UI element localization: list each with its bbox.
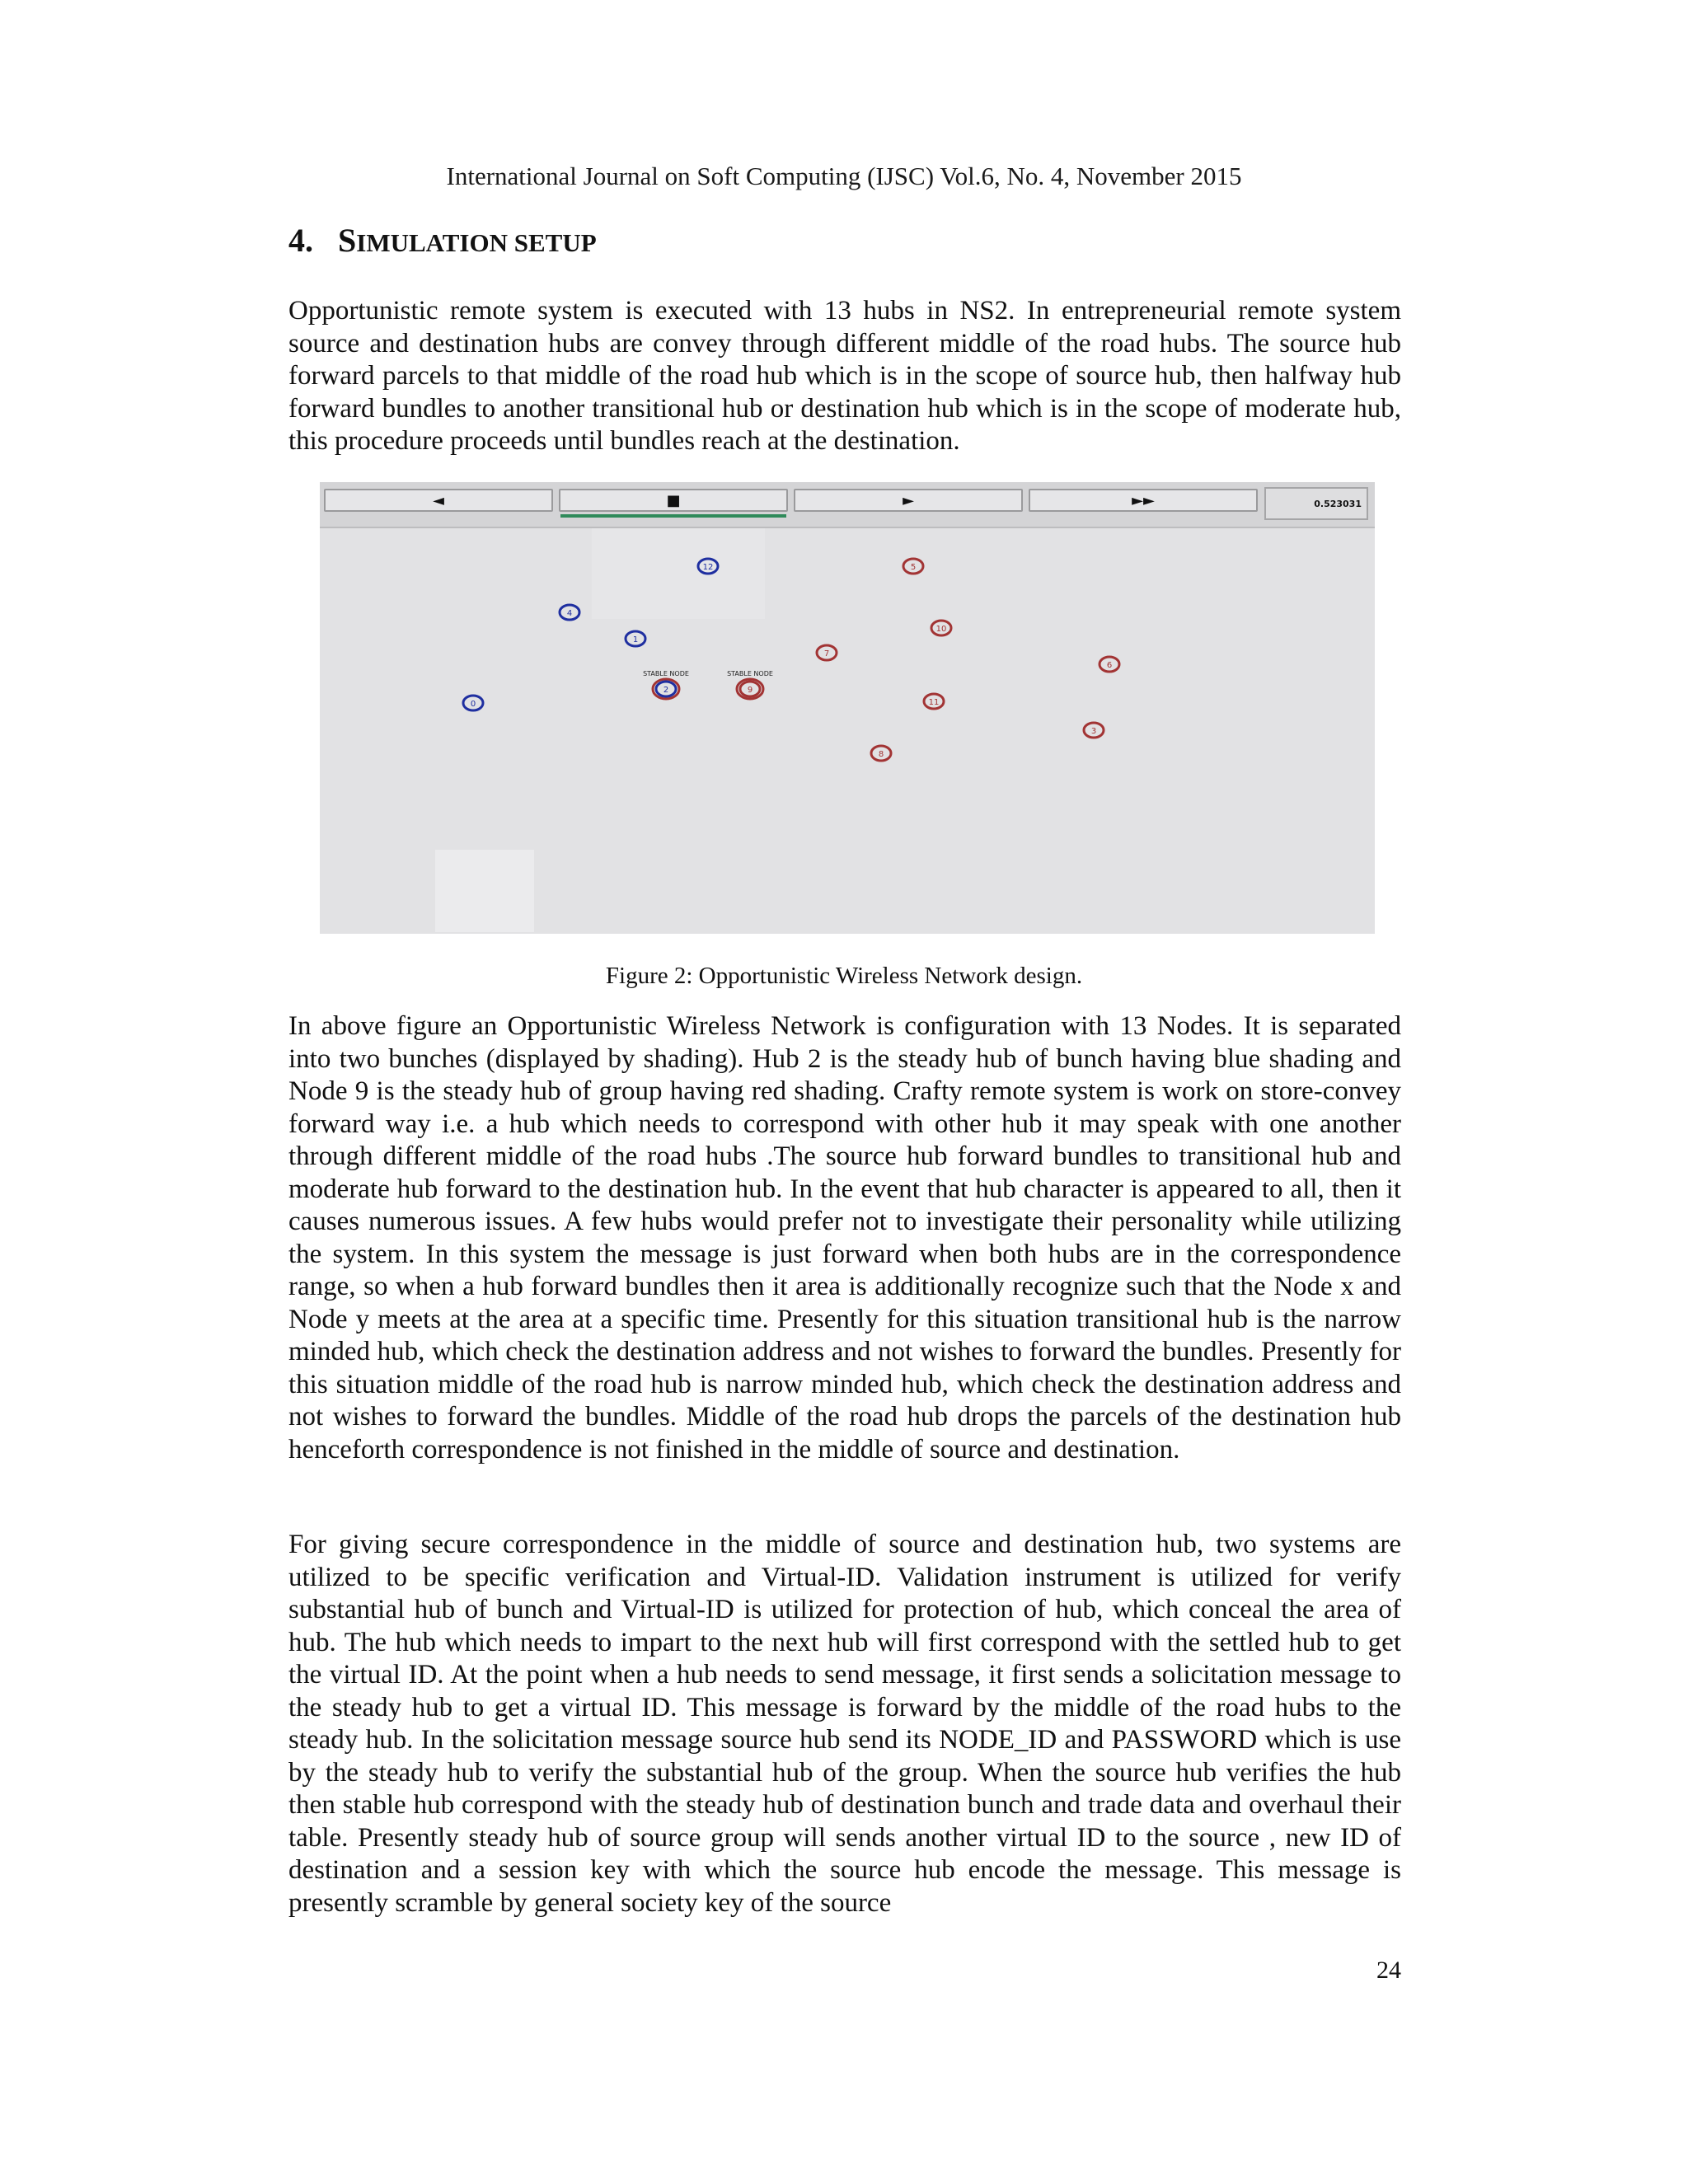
node-label: 10 [935,625,947,634]
page-number: 24 [1376,1957,1401,1984]
stable-node-label: STABLE NODE [643,670,689,677]
node-5 [903,559,923,574]
node-label: 7 [823,649,830,658]
section-title-rest-1: IMULATION [356,228,508,257]
stop-button[interactable] [559,489,788,512]
section-heading [288,221,597,260]
node-0 [463,696,483,710]
section-title-rest-2: SETUP [513,228,597,257]
figure-caption: Figure 2: Opportunistic Wireless Network design. [605,963,1083,989]
fast-forward-icon: ►► [1132,491,1155,509]
section-title-sep [508,228,514,257]
node-3 [1084,723,1104,738]
stop-indicator-bar [560,514,786,518]
node-11 [924,694,944,709]
journal-header: International Journal on Soft Computing (IJSC) Vol.6, No. 4, November 2015 [446,162,1242,190]
node-12 [698,559,718,574]
paragraph-figure-description: In above figure an Opportunistic Wireless Network is configuration with 13 Nodes. It is separated into two bunches (displayed by shading). Hub 2 is the steady hub of bunch having blue shading and Node 9 is the steady hub of group having red shading. Crafty remote system is work on store-convey forward way i.e. a hub which needs to correspond with other hub it may speak with one another through different middle of the road hubs .The source hub forward bundles to transitional hub and moderate hub forward to the destination hub. In the event that hub character is appeared to all, then it causes numerous issues. A few hubs would prefer not to investigate their personality while utilizing the system. In this system the message is just forward when both hubs are in the correspondence range, so when a hub forward bundles then it area is additionally recognize such that the Node x and Node y meets at the area at a specific time. Presently for this situation transitional hub is the narrow minded hub, which check the destination address and not wishes to forward the bundles. Presently for this situation middle of the road hub is narrow minded hub, which check the destination address and not wishes to forward the bundles. Middle of the road hub drops the parcels of the destination hub henceforth correspondence is not finished in the middle of source and destination. [288,1011,1401,1465]
network-canvas [320,528,1375,934]
play-icon: ► [903,491,914,509]
node-9 [727,670,773,699]
rewind-icon: ◄ [433,491,444,509]
node-label: 0 [470,700,476,709]
node-1 [626,631,645,646]
node-label: 3 [1090,727,1097,736]
simulation-time: 0.523031 [1264,487,1368,520]
paragraph-intro: Opportunistic remote system is executed with 13 hubs in NS2. In entrepreneurial remote system source and destination hubs are convey through different middle of the road hubs. The source hub forward parcels to that middle of the road hub which is in the scope of source hub, then halfway hub forward bundles to another transitional hub or destination hub which is in the scope of moderate hub, this procedure proceeds until bundles reach at the destination. [288,296,1401,456]
node-label: 5 [910,563,917,572]
node-8 [871,746,891,761]
node-10 [931,621,951,635]
section-title-initial: S [338,222,357,259]
rewind-button[interactable] [324,489,553,512]
node-label: 1 [632,635,639,644]
stop-icon: ■ [666,491,681,509]
node-label: 11 [928,698,940,707]
node-label: 4 [566,609,573,618]
node-6 [1100,657,1119,672]
simulation-figure [320,482,1375,934]
node-label: 12 [702,563,714,572]
node-2 [643,670,689,699]
node-label: 8 [878,750,884,759]
nam-toolbar [320,482,1375,528]
node-label: 2 [663,686,669,695]
stable-node-label: STABLE NODE [727,670,773,677]
node-label: 9 [747,686,753,695]
network-graph [320,528,1375,934]
node-label: 6 [1106,661,1113,670]
node-4 [560,605,579,620]
play-button[interactable] [794,489,1023,512]
node-7 [817,645,837,660]
paragraph-secure-communication: For giving secure correspondence in the middle of source and destination hub, two systems are utilized to be specific verification and Virtual-ID. Validation instrument is utilized for verify substantial hub of bunch and Virtual-ID is utilized for protection of hub, which conceal the area of hub. The hub which needs to impart to the next hub will first correspond with the settled hub to get the virtual ID. At the point when a hub needs to send message, it first sends a solicitation message to the steady hub to get a virtual ID. This message is forward by the middle of the road hubs to the steady hub. In the solicitation message source hub send its NODE_ID and PASSWORD which is use by the steady hub to verify the substantial hub of the group. When the source hub verifies the hub then stable hub correspond with the steady hub of destination bunch and trade data and overhaul their table. Presently steady hub of source group will sends another virtual ID to the source , new ID of destination and a session key with which the source hub encode the message. This message is presently scramble by general society key of the source [288,1530,1401,1918]
section-number: 4. [288,222,313,259]
fast-forward-button[interactable] [1029,489,1258,512]
